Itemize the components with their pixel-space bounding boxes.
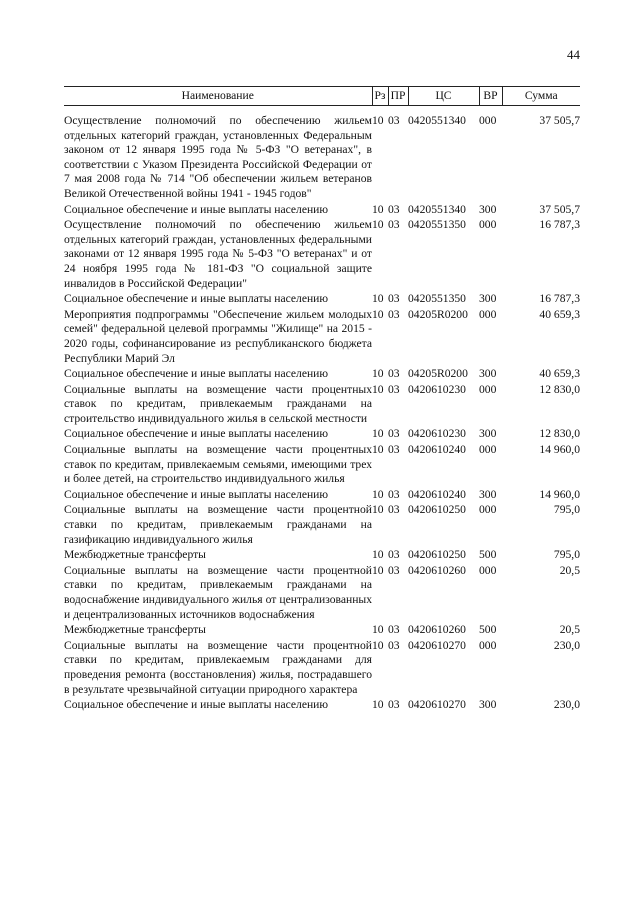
- row-cs: 0420610260: [408, 623, 466, 637]
- row-vr: 000: [479, 563, 497, 577]
- row-rz: 10: [372, 443, 384, 457]
- table-row: [64, 114, 580, 203]
- row-pr: 03: [388, 548, 400, 562]
- table-row: [64, 623, 580, 639]
- row-pr: 03: [388, 563, 400, 577]
- row-name: Социальное обеспечение и иные выплаты населению: [64, 698, 329, 712]
- row-sum: 40 659,3: [539, 307, 580, 321]
- row-pr: 03: [388, 382, 400, 396]
- row-pr: 03: [388, 503, 400, 517]
- row-sum: 40 659,3: [539, 367, 580, 381]
- row-pr: 03: [388, 443, 400, 457]
- table-header-row: [64, 87, 580, 106]
- column-header-sum: Сумма: [502, 87, 580, 106]
- row-cs: 0420551350: [408, 292, 466, 306]
- row-vr: 300: [479, 487, 497, 501]
- row-cs: 04205R0200: [408, 307, 468, 321]
- row-pr: 03: [388, 698, 400, 712]
- row-sum: 795,0: [553, 548, 580, 562]
- row-sum: 230,0: [553, 638, 580, 652]
- row-sum: 16 787,3: [539, 292, 580, 306]
- row-cs: 0420610250: [408, 548, 466, 562]
- row-cs: 0420610240: [408, 443, 466, 457]
- table-row: [64, 427, 580, 443]
- row-sum: 20,5: [559, 563, 580, 577]
- row-rz: 10: [372, 638, 384, 652]
- table-row: [64, 564, 580, 623]
- row-cs: 0420610250: [408, 503, 466, 517]
- column-header-vr: ВР: [479, 87, 502, 106]
- row-cs: 0420610260: [408, 563, 466, 577]
- row-rz: 10: [372, 367, 384, 381]
- page-number: 44: [567, 47, 580, 62]
- row-vr: 300: [479, 698, 497, 712]
- row-vr: 000: [479, 382, 497, 396]
- row-name: Социальные выплаты на возмещение части процентной ставки по кредитам, привлекаемым гражданами для проведения ремонта (восстановления) жилья, пострадавшего в результате чрезвычайной ситуации природного характера: [64, 638, 372, 696]
- row-rz: 10: [372, 114, 384, 127]
- row-cs: 0420610240: [408, 487, 466, 501]
- row-rz: 10: [372, 307, 384, 321]
- row-name: Социальные выплаты на возмещение части процентных ставок по кредитам, привлекаемым гражданами на строительство индивидуального жилья в сельской местности: [64, 382, 372, 425]
- row-vr: 000: [479, 307, 497, 321]
- table-row: [64, 308, 580, 367]
- table-body: [64, 114, 580, 714]
- row-pr: 03: [388, 623, 400, 637]
- row-sum: 37 505,7: [539, 114, 580, 127]
- row-rz: 10: [372, 503, 384, 517]
- row-name: Социальное обеспечение и иные выплаты населению: [64, 367, 329, 381]
- row-vr: 300: [479, 367, 497, 381]
- row-rz: 10: [372, 623, 384, 637]
- column-header-name: Наименование: [64, 87, 372, 106]
- row-cs: 0420551340: [408, 114, 466, 127]
- row-sum: 12 830,0: [539, 427, 580, 441]
- row-name: Социальные выплаты на возмещение части процентных ставок по кредитам, привлекаемым семьями, имеющими трех и более детей, на строительство индивидуального жилья: [64, 443, 372, 486]
- row-cs: 0420551340: [408, 202, 466, 216]
- column-header-pr: ПР: [388, 87, 408, 106]
- row-rz: 10: [372, 563, 384, 577]
- row-name: Межбюджетные трансферты: [64, 548, 206, 562]
- row-pr: 03: [388, 487, 400, 501]
- table-row: [64, 367, 580, 383]
- column-header-cs: ЦС: [408, 87, 479, 106]
- row-vr: 500: [479, 548, 497, 562]
- row-sum: 230,0: [553, 698, 580, 712]
- row-name: Социальные выплаты на возмещение части процентной ставки по кредитам, привлекаемым гражданами на газификацию индивидуального жилья: [64, 503, 372, 546]
- row-pr: 03: [388, 638, 400, 652]
- row-rz: 10: [372, 382, 384, 396]
- row-cs: 0420610230: [408, 382, 466, 396]
- row-cs: 0420551350: [408, 218, 466, 232]
- row-name: Социальное обеспечение и иные выплаты населению: [64, 292, 329, 306]
- row-name: Мероприятия подпрограммы "Обеспечение жильем молодых семей" федеральной целевой программы "Жилище" на 2015 - 2020 годы, софинансирование из республиканского бюджета Республики Марий Эл: [64, 307, 372, 365]
- row-vr: 300: [479, 202, 497, 216]
- row-rz: 10: [372, 698, 384, 712]
- row-name: Межбюджетные трансферты: [64, 623, 206, 637]
- row-cs: 0420610270: [408, 638, 466, 652]
- row-vr: 000: [479, 114, 497, 127]
- row-vr: 000: [479, 503, 497, 517]
- row-sum: 795,0: [553, 503, 580, 517]
- row-name: Социальное обеспечение и иные выплаты населению: [64, 427, 329, 441]
- row-vr: 300: [479, 427, 497, 441]
- row-pr: 03: [388, 427, 400, 441]
- row-pr: 03: [388, 114, 400, 127]
- row-vr: 500: [479, 623, 497, 637]
- row-vr: 000: [479, 443, 497, 457]
- row-pr: 03: [388, 367, 400, 381]
- row-sum: 14 960,0: [539, 487, 580, 501]
- column-header-rz: Рз: [372, 87, 388, 106]
- row-rz: 10: [372, 487, 384, 501]
- table-row: [64, 218, 580, 292]
- table-row: [64, 503, 580, 548]
- row-rz: 10: [372, 292, 384, 306]
- row-cs: 0420610270: [408, 698, 466, 712]
- row-cs: 04205R0200: [408, 367, 468, 381]
- row-rz: 10: [372, 427, 384, 441]
- budget-table: [64, 86, 580, 714]
- row-name: Осуществление полномочий по обеспечению жильем отдельных категорий граждан, установленных Федеральным законом от 12 января 1995 года № 5-ФЗ "О ветеранах", в соответствии с Указом Президента Российской Федерации от 7 мая 2008 года № 714 "Об обеспечении жильем ветеранов Великой Отечественной войны 1941 - 1945 годов": [64, 114, 372, 200]
- table-row: [64, 292, 580, 308]
- row-vr: 000: [479, 218, 497, 232]
- row-pr: 03: [388, 292, 400, 306]
- row-pr: 03: [388, 202, 400, 216]
- table-row: [64, 639, 580, 698]
- table-row: [64, 203, 580, 219]
- row-name: Социальное обеспечение и иные выплаты населению: [64, 487, 329, 501]
- row-sum: 12 830,0: [539, 382, 580, 396]
- row-sum: 20,5: [559, 623, 580, 637]
- table-row: [64, 698, 580, 714]
- row-rz: 10: [372, 548, 384, 562]
- table-row: [64, 443, 580, 488]
- table-row: [64, 488, 580, 504]
- row-sum: 37 505,7: [539, 202, 580, 216]
- row-vr: 300: [479, 292, 497, 306]
- row-sum: 14 960,0: [539, 443, 580, 457]
- row-pr: 03: [388, 218, 400, 232]
- row-name: Социальные выплаты на возмещение части процентной ставки по кредитам, привлекаемым гражданами на водоснабжение индивидуального жилья от централизованных и децентрализованных источников водоснабжения: [64, 563, 372, 621]
- row-rz: 10: [372, 202, 384, 216]
- row-pr: 03: [388, 307, 400, 321]
- row-rz: 10: [372, 218, 384, 232]
- row-cs: 0420610230: [408, 427, 466, 441]
- row-name: Социальное обеспечение и иные выплаты населению: [64, 202, 329, 216]
- row-name: Осуществление полномочий по обеспечению жильем отдельных категорий граждан, установленных федеральными законами от 12 января 1995 года № 5-ФЗ "О ветеранах" и от 24 ноября 1995 года № 181-ФЗ "О социальной защите инвалидов в Российской Федерации": [64, 218, 372, 290]
- table-row: [64, 548, 580, 564]
- row-vr: 000: [479, 638, 497, 652]
- table-row: [64, 383, 580, 428]
- row-sum: 16 787,3: [539, 218, 580, 232]
